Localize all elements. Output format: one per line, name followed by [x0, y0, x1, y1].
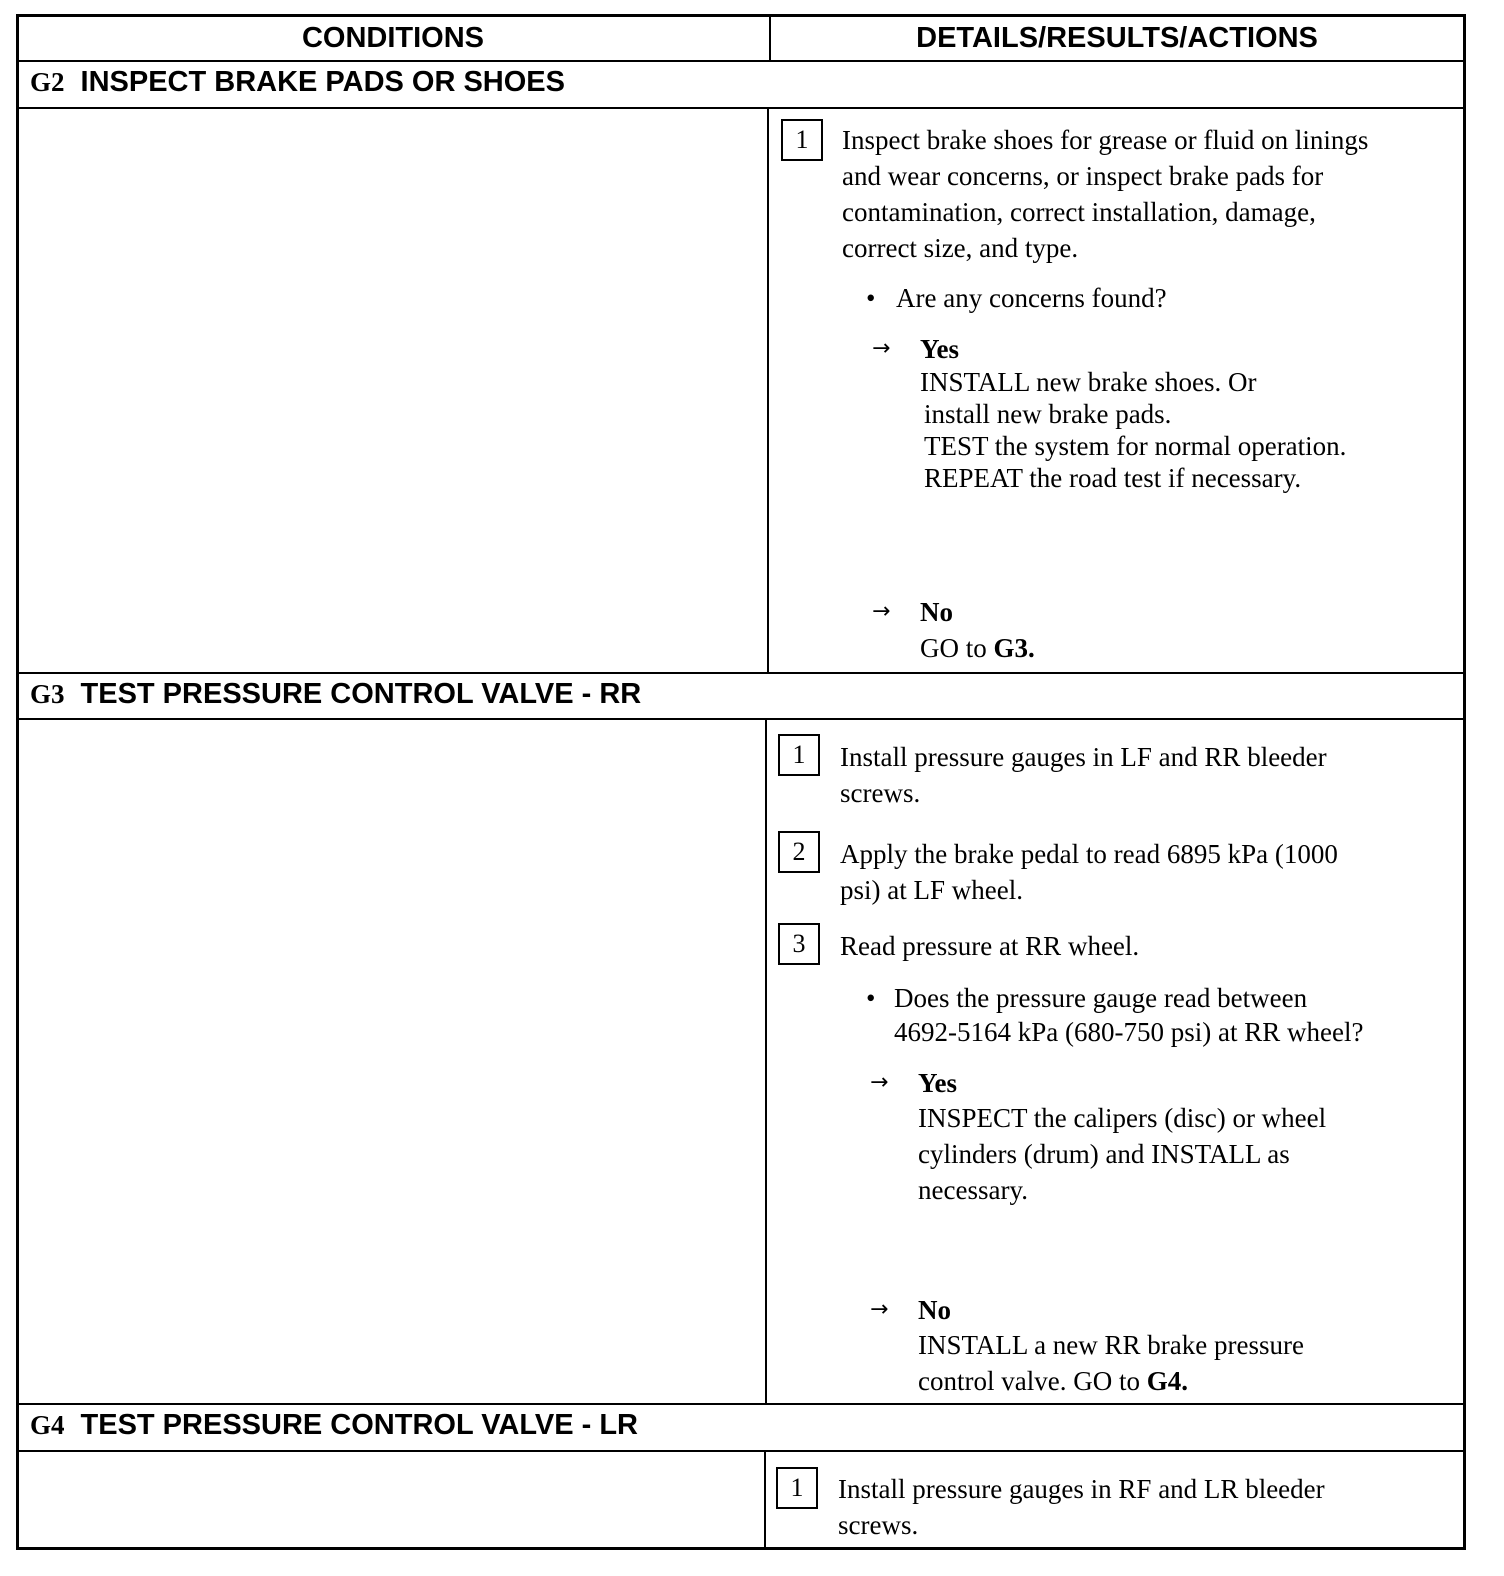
bullet-dot: •	[866, 983, 876, 1013]
no-label: No	[920, 597, 953, 627]
arrow-right-icon: →	[872, 336, 891, 361]
table-border-top	[16, 14, 1466, 17]
g3-column-divider	[765, 720, 767, 1404]
step-number-box: 3	[778, 923, 820, 965]
table-border-right	[1463, 14, 1466, 1550]
header-details: DETAILS/RESULTS/ACTIONS	[916, 22, 1318, 54]
arrow-right-icon: →	[870, 1297, 889, 1322]
goto-ref: G3.	[993, 633, 1035, 663]
no-action-text: GO to G3.	[920, 633, 1035, 663]
no-action-text: INSTALL a new RR brake pressure control valve. GO to G4.	[918, 1330, 1304, 1396]
g3-header-top	[16, 672, 1466, 674]
table-border-bottom	[16, 1547, 1466, 1550]
g4-column-divider	[764, 1452, 766, 1548]
g2-divider	[16, 107, 1466, 109]
table-border-left	[16, 14, 19, 1550]
step-number-box: 1	[778, 734, 820, 776]
section-g3-title	[30, 676, 641, 712]
g4-header-top	[16, 1403, 1466, 1405]
question-text: Does the pressure gauge read between 4692-5164 kPa (680-750 psi) at RR wheel?	[894, 983, 1364, 1047]
step-text: Apply the brake pedal to read 6895 kPa (1000 psi) at LF wheel.	[840, 839, 1338, 905]
header-divider	[16, 60, 1466, 62]
goto-ref: G4.	[1146, 1366, 1188, 1396]
arrow-right-icon: →	[872, 599, 891, 624]
yes-action-text: INSTALL new brake shoes. Or install new brake pads. TEST the system for normal operation. REPEAT the road test if necessary.	[920, 367, 1347, 493]
section-title: INSPECT BRAKE PADS OR SHOES	[80, 66, 565, 98]
question-text: Are any concerns found?	[896, 283, 1167, 313]
step-text: Install pressure gauges in LF and RR bleeder screws.	[840, 742, 1327, 808]
section-g2-title	[30, 64, 565, 100]
step-text: Install pressure gauges in RF and LR bleeder screws.	[838, 1474, 1325, 1540]
header-conditions: CONDITIONS	[301, 22, 485, 54]
arrow-right-icon: →	[870, 1070, 889, 1095]
g2-column-divider	[767, 108, 769, 674]
bullet-dot: •	[866, 283, 876, 313]
step-text: Inspect brake shoes for grease or fluid on linings and wear concerns, or inspect brake pads for contamination, correct installation, damage, correct size, and type.	[842, 125, 1369, 263]
section-title: TEST PRESSURE CONTROL VALVE - LR	[80, 1409, 639, 1441]
no-label: No	[918, 1295, 951, 1325]
step-number-box: 1	[776, 1467, 818, 1509]
section-g4-title	[30, 1407, 638, 1443]
step-number-box: 1	[781, 119, 823, 161]
g3-divider	[16, 718, 1466, 720]
yes-action-text: INSPECT the calipers (disc) or wheel cylinders (drum) and INSTALL as necessary.	[918, 1103, 1327, 1205]
section-title: TEST PRESSURE CONTROL VALVE - RR	[80, 678, 642, 710]
step-text: Read pressure at RR wheel.	[840, 931, 1140, 961]
yes-label: Yes	[920, 334, 959, 364]
section-code: G3	[30, 679, 65, 709]
section-code: G2	[30, 67, 65, 97]
step-number-box: 2	[778, 831, 820, 873]
section-code: G4	[30, 1410, 65, 1440]
g4-divider	[16, 1450, 1466, 1452]
yes-label: Yes	[918, 1068, 957, 1098]
